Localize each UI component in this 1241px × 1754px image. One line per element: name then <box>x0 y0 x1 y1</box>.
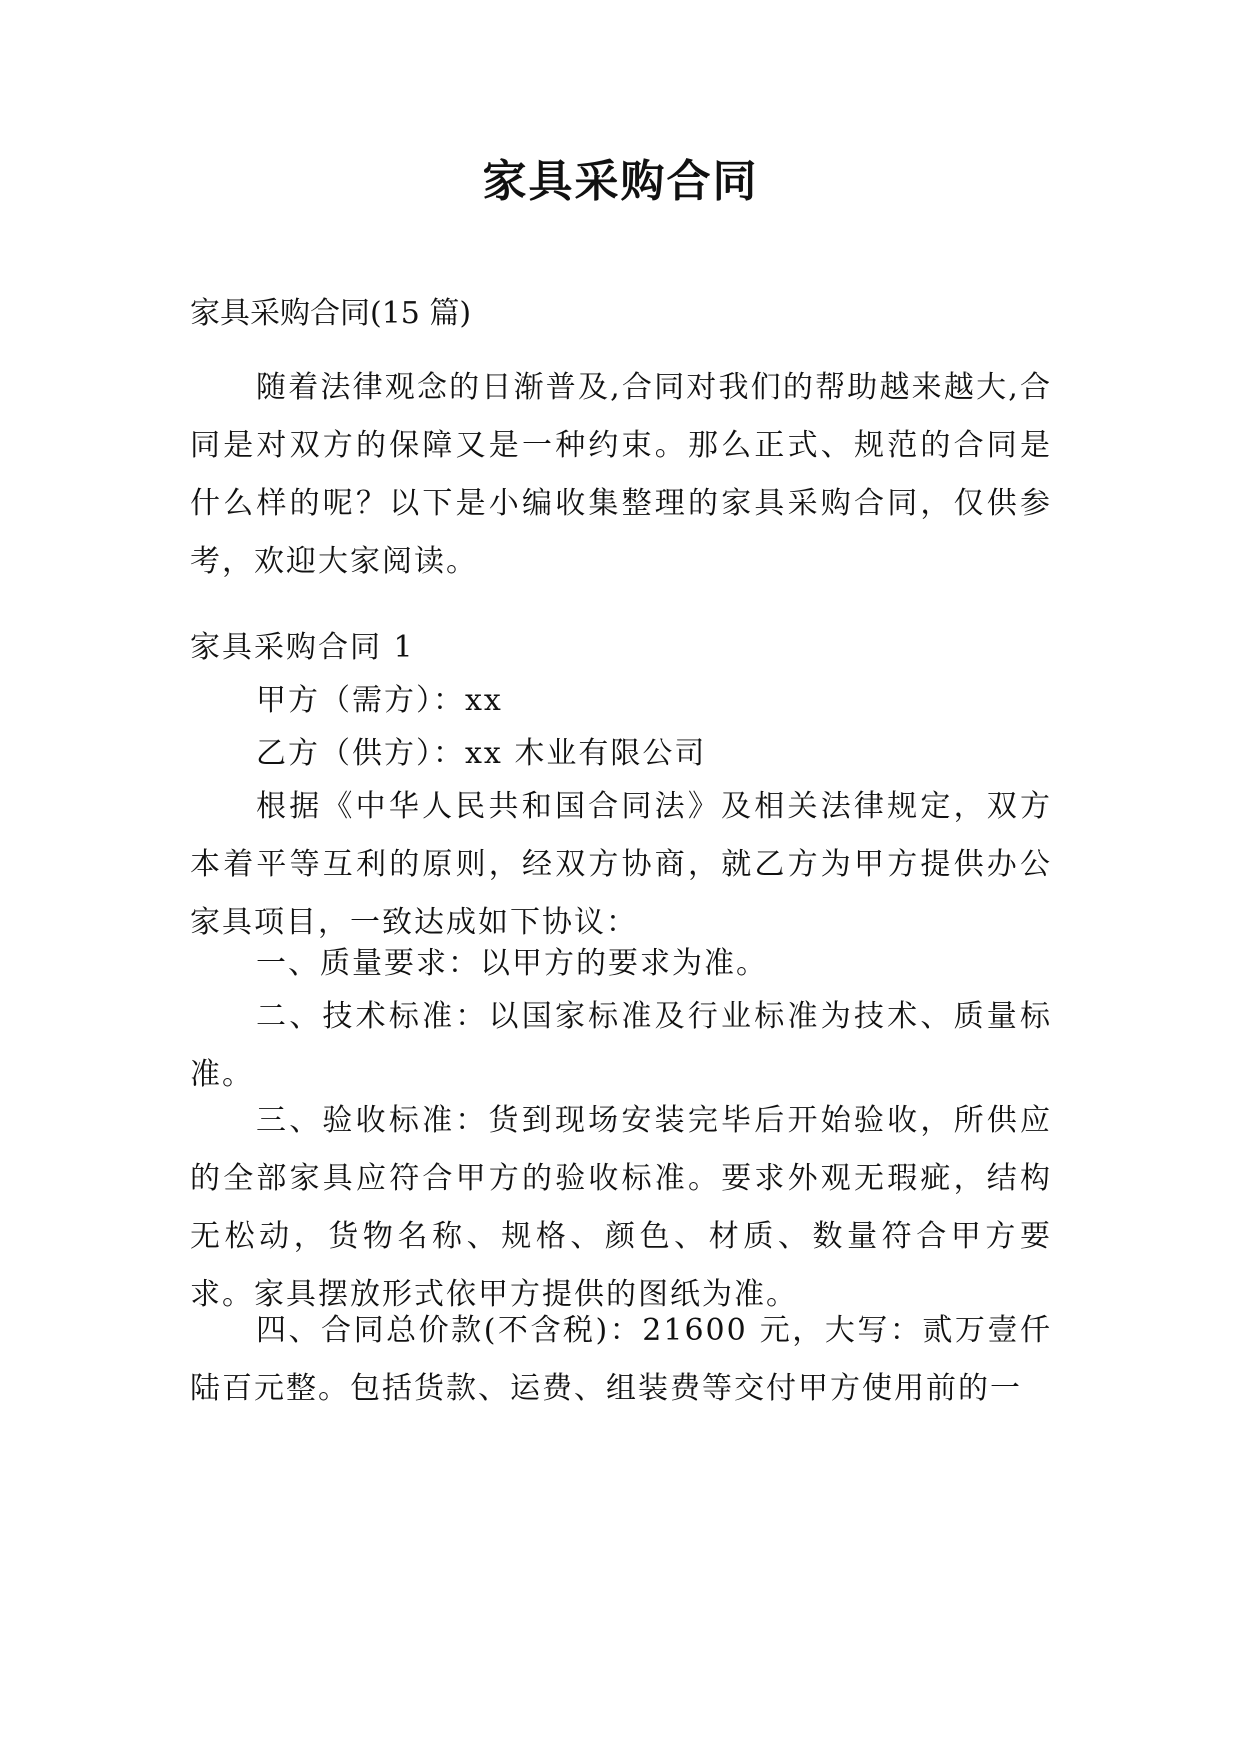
clause-acceptance-standard: 三、验收标准：货到现场安装完毕后开始验收，所供应的全部家具应符合甲方的验收标准。要求外观无瑕疵，结构无松动，货物名称、规格、颜色、材质、数量符合甲方要求。家具摆放形式依甲方提供的图纸为准。 <box>190 1103 1052 1312</box>
party-b-line: 乙方（供方）：xx 木业有限公司 <box>256 736 707 771</box>
party-a-line: 甲方（需方）：xx <box>256 683 503 718</box>
section-heading: 家具采购合同 1 <box>190 630 415 665</box>
document-title: 家具采购合同 <box>482 156 759 207</box>
intro-paragraph: 随着法律观念的日渐普及,合同对我们的帮助越来越大,合同是对双方的保障又是一种约束。那么正式、规范的合同是什么样的呢？以下是小编收集整理的家具采购合同，仅供参考，欢迎大家阅读。 <box>190 370 1052 579</box>
clause-quality: 一、质量要求：以甲方的要求为准。 <box>256 946 768 981</box>
clause-technical-standard: 二、技术标准：以国家标准及行业标准为技术、质量标准。 <box>190 999 1052 1092</box>
preamble-paragraph: 根据《中华人民共和国合同法》及相关法律规定，双方本着平等互利的原则，经双方协商，就乙方为甲方提供办公家具项目，一致达成如下协议： <box>190 789 1052 940</box>
clause-total-price: 四、合同总价款(不含税)：21600 元，大写：贰万壹仟陆百元整。包括货款、运费、组装费等交付甲方使用前的一 <box>190 1313 1052 1406</box>
document-subtitle: 家具采购合同(15 篇) <box>190 296 472 331</box>
